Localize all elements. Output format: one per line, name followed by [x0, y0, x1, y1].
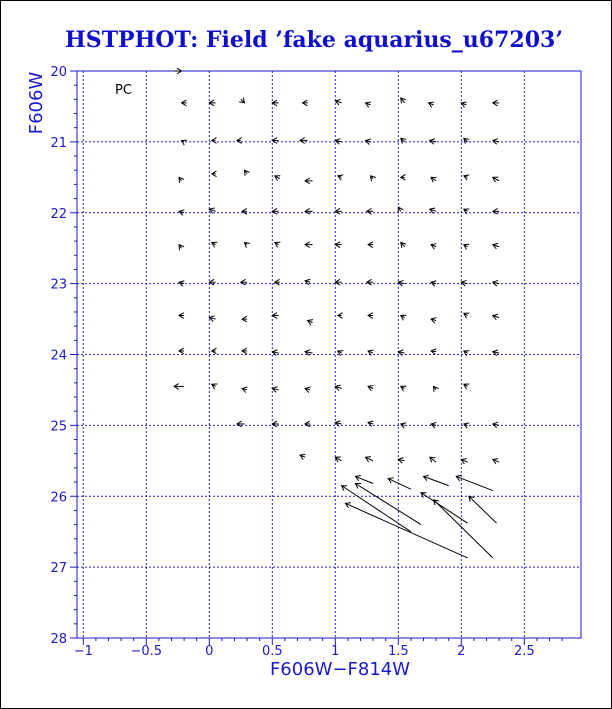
- arrow-head: [338, 351, 343, 356]
- vector-arrow-52: [401, 243, 406, 248]
- arrow-head: [464, 384, 469, 389]
- vector-arrow-123: [434, 500, 493, 558]
- arrow-shaft: [388, 479, 411, 490]
- y-tick-label-3: 23: [50, 277, 67, 293]
- vector-arrow-45: [179, 245, 184, 250]
- arrow-head: [464, 175, 469, 180]
- vector-arrow-68: [209, 316, 215, 322]
- vector-arrow-93: [305, 387, 310, 393]
- vector-arrow-24: [212, 171, 217, 177]
- vector-arrow-79: [212, 348, 217, 354]
- arrow-shaft: [469, 496, 497, 523]
- vector-arrow-33: [493, 177, 499, 182]
- vector-arrow-113: [461, 459, 467, 464]
- vector-arrow-13: [212, 138, 217, 144]
- vector-arrow-43: [464, 209, 469, 214]
- arrow-head: [182, 140, 187, 145]
- vector-arrow-3: [239, 98, 244, 103]
- vector-arrow-40: [367, 208, 373, 214]
- vector-arrow-119: [355, 483, 421, 524]
- vector-arrow-8: [401, 98, 406, 103]
- vector-arrow-9: [429, 102, 434, 107]
- vector-arrow-18: [366, 139, 371, 145]
- y-tick-label-6: 26: [50, 490, 67, 506]
- vector-arrow-98: [464, 384, 469, 389]
- vector-arrow-16: [300, 138, 308, 144]
- vector-arrow-11: [493, 100, 499, 106]
- vector-arrow-50: [335, 242, 341, 248]
- grid-lines: [77, 71, 581, 638]
- vector-arrow-12: [182, 140, 187, 145]
- vector-arrow-1: [182, 100, 187, 106]
- vector-arrow-103: [368, 421, 373, 427]
- vector-arrow-107: [493, 422, 499, 428]
- vector-arrow-69: [242, 316, 247, 322]
- vector-arrow-77: [493, 314, 499, 319]
- vector-arrow-38: [305, 208, 313, 214]
- vector-arrow-117: [424, 475, 449, 485]
- vector-arrow-23: [179, 177, 184, 182]
- vector-arrow-22: [493, 139, 499, 145]
- vector-arrow-96: [401, 386, 406, 391]
- x-tick-label-0: −1: [73, 644, 93, 659]
- vector-arrow-20: [430, 139, 436, 145]
- arrow-shaft: [424, 476, 449, 485]
- vector-arrow-110: [366, 457, 374, 462]
- arrow-head: [464, 244, 469, 249]
- arrow-head: [212, 242, 217, 247]
- vector-arrow-4: [272, 100, 278, 106]
- arrow-head: [342, 486, 347, 491]
- arrow-head: [401, 315, 406, 320]
- vector-arrow-25: [245, 170, 250, 175]
- vector-arrow-85: [398, 350, 404, 356]
- vector-arrow-59: [275, 279, 280, 285]
- vector-arrow-26: [275, 176, 280, 181]
- arrow-head: [212, 384, 217, 389]
- vector-arrow-65: [461, 280, 467, 286]
- vector-arrow-55: [493, 243, 499, 248]
- y-tick-label-2: 22: [50, 206, 67, 222]
- vector-arrow-58: [241, 279, 247, 285]
- vector-arrow-78: [179, 348, 184, 354]
- vector-arrow-112: [430, 457, 436, 462]
- vector-arrow-121: [469, 496, 497, 523]
- vector-arrow-116: [388, 478, 411, 489]
- vector-arrow-108: [300, 454, 305, 459]
- vector-arrow-80: [242, 348, 247, 354]
- arrow-head: [401, 386, 406, 391]
- vector-arrow-48: [275, 242, 280, 247]
- vector-arrow-27: [305, 178, 313, 184]
- vector-arrow-36: [242, 208, 247, 214]
- vector-arrow-37: [272, 208, 278, 214]
- y-tick-label-8: 28: [50, 632, 67, 647]
- vector-arrow-5: [303, 100, 308, 106]
- axis-ticks: [70, 71, 562, 645]
- vector-arrow-49: [305, 242, 313, 248]
- y-tick-label-7: 27: [50, 561, 67, 577]
- vector-arrow-83: [338, 351, 343, 356]
- vector-arrow-124: [342, 486, 411, 532]
- vector-arrow-53: [431, 244, 436, 249]
- arrow-shaft: [342, 486, 411, 532]
- x-tick-label-3: 0.5: [261, 644, 283, 659]
- vector-arrow-91: [242, 387, 247, 393]
- vector-arrow-97: [434, 386, 439, 391]
- chart-title: HSTPHOT: Field ’fake aquarius_u67203’: [65, 27, 563, 53]
- vector-arrow-10: [461, 102, 466, 107]
- vector-arrow-114: [493, 459, 499, 464]
- vector-arrow-28: [338, 175, 343, 180]
- vector-arrow-15: [272, 138, 278, 144]
- vector-arrow-21: [464, 138, 469, 143]
- vector-arrow-76: [464, 313, 469, 318]
- vector-arrow-67: [179, 313, 184, 319]
- vector-arrow-29: [371, 176, 376, 181]
- vector-arrow-63: [398, 280, 404, 286]
- vector-arrow-62: [367, 279, 373, 285]
- arrow-shaft: [355, 483, 421, 524]
- arrow-head: [338, 175, 343, 180]
- arrow-head: [464, 209, 469, 214]
- vector-arrow-51: [368, 242, 373, 248]
- vector-arrow-94: [335, 385, 341, 390]
- x-tick-label-1: −0.5: [130, 644, 163, 659]
- vector-arrow-111: [398, 458, 404, 464]
- vector-arrow-44: [493, 208, 499, 214]
- vector-arrow-70: [272, 313, 278, 319]
- vector-arrow-72: [338, 313, 343, 319]
- x-axis-label: F606W−F814W: [269, 659, 411, 680]
- vector-arrow-61: [335, 279, 341, 285]
- vector-arrow-17: [335, 139, 341, 145]
- vector-arrow-109: [335, 457, 341, 462]
- vector-arrow-89: [174, 384, 184, 390]
- vector-arrow-101: [305, 421, 310, 427]
- x-tick-label-2: 0: [205, 644, 214, 659]
- vector-arrow-86: [431, 349, 436, 355]
- y-tick-label-1: 21: [50, 135, 67, 151]
- vector-arrow-6: [335, 100, 341, 105]
- y-tick-label-4: 24: [50, 348, 67, 364]
- vector-arrow-100: [272, 421, 278, 427]
- vector-arrow-41: [398, 207, 403, 212]
- vector-arrow-66: [493, 280, 499, 286]
- y-axis-label: F606W: [26, 71, 47, 135]
- arrow-head: [464, 313, 469, 318]
- vector-arrow-84: [368, 350, 373, 355]
- vector-arrow-19: [401, 138, 406, 143]
- arrow-head: [464, 351, 469, 356]
- vector-arrow-90: [212, 384, 217, 389]
- tick-labels: [50, 65, 534, 659]
- x-tick-label-4: 1: [331, 644, 340, 659]
- vector-arrow-39: [335, 208, 341, 214]
- vector-arrow-120: [421, 493, 468, 523]
- vector-arrow-75: [431, 318, 436, 324]
- vector-arrow-47: [245, 243, 250, 248]
- vector-arrow-54: [464, 244, 469, 249]
- vector-arrow-57: [209, 279, 215, 285]
- arrow-head: [398, 207, 403, 212]
- vector-arrow-115: [355, 475, 373, 483]
- arrow-shaft: [421, 493, 468, 523]
- vector-arrow-92: [272, 387, 278, 393]
- y-tick-label-0: 20: [50, 65, 67, 80]
- x-tick-label-7: 2.5: [513, 644, 535, 659]
- y-tick-label-5: 25: [50, 419, 67, 435]
- vector-arrow-102: [335, 421, 341, 427]
- vector-arrow-95: [368, 386, 373, 391]
- vector-arrow-0: [174, 68, 182, 74]
- arrow-shaft: [434, 500, 493, 558]
- vector-arrow-87: [464, 351, 469, 356]
- vector-arrow-74: [401, 315, 406, 320]
- x-tick-label-6: 2: [457, 644, 466, 659]
- arrow-head: [275, 242, 280, 247]
- vector-arrow-14: [237, 138, 242, 144]
- inset-label-pc: PC: [115, 83, 132, 98]
- vector-arrow-46: [212, 242, 217, 247]
- vector-arrow-30: [401, 174, 406, 180]
- x-tick-label-5: 1.5: [387, 644, 409, 659]
- vector-arrow-7: [366, 102, 371, 107]
- vector-arrow-71: [308, 320, 313, 325]
- vector-arrow-32: [464, 175, 469, 180]
- vector-arrow-2: [209, 100, 215, 106]
- vector-arrow-99: [237, 421, 245, 427]
- vector-arrow-73: [368, 313, 373, 319]
- vector-arrow-31: [431, 177, 436, 182]
